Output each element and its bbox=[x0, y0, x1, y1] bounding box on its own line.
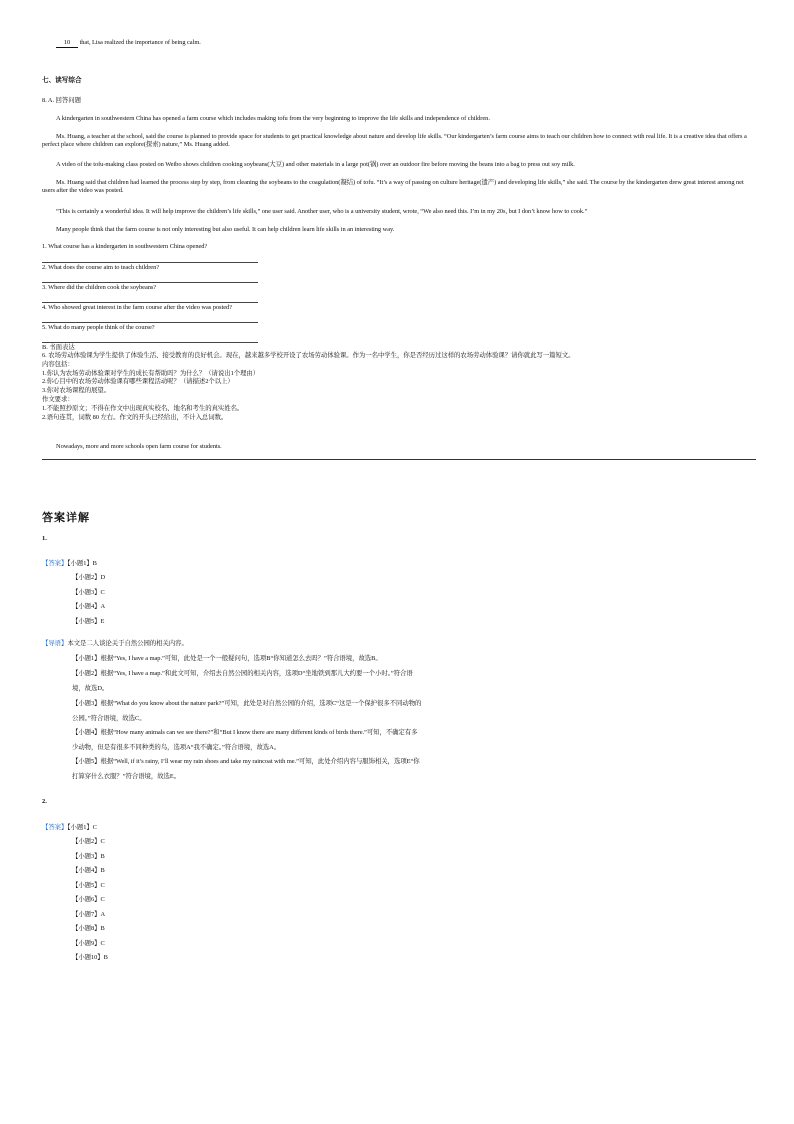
explanation-line: 【小题2】根据“Yes, I have a map.”和此文可知，介绍去自然公园的相关内容，选项D“坐地铁到那儿大约要一个小时。”符合语 bbox=[72, 670, 413, 677]
content-item: 3.你对农场课程的展望。 bbox=[42, 387, 111, 394]
essay-start: Nowadays, more and more schools open farm course for students. bbox=[56, 443, 222, 450]
content-item: 1.你认为农场劳动体验课对学生的成长有帮助吗？为什么？（请说出1个理由） bbox=[42, 370, 260, 377]
answer-item: 【小题2】C bbox=[72, 838, 105, 845]
explanation-line: 公园。”符合语境，故选C。 bbox=[72, 715, 146, 722]
answers-heading: 答案详解 bbox=[42, 511, 90, 524]
answer-item: 【小题5】E bbox=[72, 618, 105, 625]
guide-line bbox=[42, 640, 188, 648]
content-label: 内容包括： bbox=[42, 361, 74, 368]
answer-item: 【小题2】D bbox=[72, 574, 106, 581]
passage-paragraph: A video of the tofu-making class posted on Weibo shows children cooking soybeans(大豆) and other materials in a large pot(锅) over an outdoor fire before moving the beans into a bag to press out soy milk. bbox=[56, 161, 575, 168]
answer-line bbox=[42, 282, 258, 283]
explanation-line: 【小题1】根据“Yes, I have a map.”可知，此处是一个一般疑问句，选项B“你知道怎么去吗？”符合语境，故选B。 bbox=[72, 655, 382, 662]
guide-tag: 【导语】 bbox=[42, 640, 68, 647]
answer-item: 【小题3】C bbox=[72, 589, 105, 596]
question: 3. Where did the children cook the soybeans? bbox=[42, 284, 157, 291]
answer-block-2 bbox=[42, 824, 97, 832]
answer-line bbox=[42, 302, 258, 303]
passage-paragraph: Many people think that the farm course is not only interesting but also useful. It can help children learn life skills in an interesting way. bbox=[56, 226, 395, 233]
answer-tag: 【答案】 bbox=[42, 560, 68, 567]
explanation-line: 打算穿什么衣服？”符合语境，故选E。 bbox=[72, 773, 181, 780]
answer-block-1 bbox=[42, 560, 97, 568]
answer-item: 【小题9】C bbox=[72, 940, 105, 947]
question: 1. What course has a kindergarten in southwestern China opened? bbox=[42, 243, 208, 250]
guide-text: 本文是二人谈论关于自然公园的相关内容。 bbox=[67, 640, 188, 647]
question-8-label: 8. A. 回答问题 bbox=[42, 97, 81, 104]
question: 4. Who showed great interest in the farm course after the video was posted? bbox=[42, 304, 232, 311]
answer-number: 2. bbox=[42, 798, 47, 805]
question: 5. What do many people think of the course? bbox=[42, 324, 155, 331]
answer-line bbox=[42, 322, 258, 323]
passage-paragraph: A kindergarten in southwestern China has opened a farm course which includes making tofu from the very beginning to improve the life skills and independence of children. bbox=[56, 115, 490, 122]
blank-number: 10 bbox=[56, 39, 78, 48]
passage-paragraph: Ms. Huang said that children had learned the process step by step, from cleaning the soybeans to the coagulation(凝结) of tofu. “It’s a way of passing on culture heritage(遗产) and developing life skills,” she said. The course by the kindergarten drew great interest among net users after the video was posted. bbox=[42, 179, 744, 194]
explanation-line: 境，故选D。 bbox=[72, 685, 109, 692]
answer-item: 【小题4】B bbox=[72, 867, 105, 874]
answer-item: 【小题1】B bbox=[67, 560, 97, 567]
answer-line bbox=[42, 262, 258, 263]
answer-item: 【小题5】C bbox=[72, 882, 105, 889]
answer-line bbox=[42, 342, 258, 343]
explanation-line: 【小题4】根据“How many animals can we see there?”和“But I know there are many different kinds of birds there.”可知，不确定有多 bbox=[72, 729, 418, 736]
content-item: 2.你心目中的农场劳动体验课有哪些课程活动呢？（请描述2个以上） bbox=[42, 378, 234, 385]
question: 2. What does the course aim to teach children? bbox=[42, 264, 160, 271]
writing-prompt: 6. 农场劳动体验课为学生提供了体验生活、接受教育的良好机会。现在，越来越多学校开设了农场劳动体验课。作为一名中学生，你是否经历过这样的农场劳动体验课？请你就此写一篇短文。 bbox=[42, 352, 575, 359]
answer-item: 【小题4】A bbox=[72, 603, 106, 610]
answer-tag: 【答案】 bbox=[42, 824, 68, 831]
answer-item: 【小题1】C bbox=[67, 824, 97, 831]
passage-paragraph: Ms. Huang, a teacher at the school, said the course is planned to provide space for students to get practical knowledge about nature and develop life skills. “Our kindergarten’s farm course aims to teach our children how to connect with real life. It is a creative idea that offers a perfect place where children can explore(探索) nature,” Ms. Huang added. bbox=[42, 133, 747, 148]
explanation-line: 【小题5】根据“Well, if it’s rainy, I’ll wear my rain shoes and take my raincoat with me.”可知，此处介绍内容与服饰相关，选项E“你 bbox=[72, 758, 420, 765]
answer-number: 1. bbox=[42, 535, 47, 542]
passage-paragraph: “This is certainly a wonderful idea. It will help improve the children’s life skills,” one user said. Another user, who is a university student, wrote, “We also need this. I’m in my 20s, but I don’t know how to cook.” bbox=[56, 208, 588, 215]
answer-item: 【小题3】B bbox=[72, 853, 105, 860]
writing-line bbox=[42, 459, 756, 460]
answer-item: 【小题8】B bbox=[72, 925, 105, 932]
continued-line bbox=[56, 39, 201, 48]
answer-item: 【小题6】C bbox=[72, 896, 105, 903]
explanation-line: 【小题3】根据“What do you know about the nature park?”可知，此处是对自然公园的介绍，选项C“这是一个保护很多不同动物的 bbox=[72, 700, 422, 707]
answer-item: 【小题7】A bbox=[72, 911, 106, 918]
part-b-label: B. 书面表达 bbox=[42, 344, 75, 351]
requirements-label: 作文要求： bbox=[42, 396, 74, 403]
continued-text: that, Lisa realized the importance of being calm. bbox=[79, 39, 201, 46]
requirement-item: 2.语句连贯，词数 80 左右。作文的开头已经给出，不计入总词数。 bbox=[42, 414, 228, 421]
requirement-item: 1.不能照抄原文；不得在作文中出现真实校名、地名和考生的真实姓名。 bbox=[42, 405, 244, 412]
explanation-line: 少动物，但是有很多不同种类的鸟，选项A“我不确定。”符合语境，故选A。 bbox=[72, 744, 281, 751]
section-title: 七、读写综合 bbox=[42, 77, 82, 84]
answer-item: 【小题10】B bbox=[72, 954, 108, 961]
